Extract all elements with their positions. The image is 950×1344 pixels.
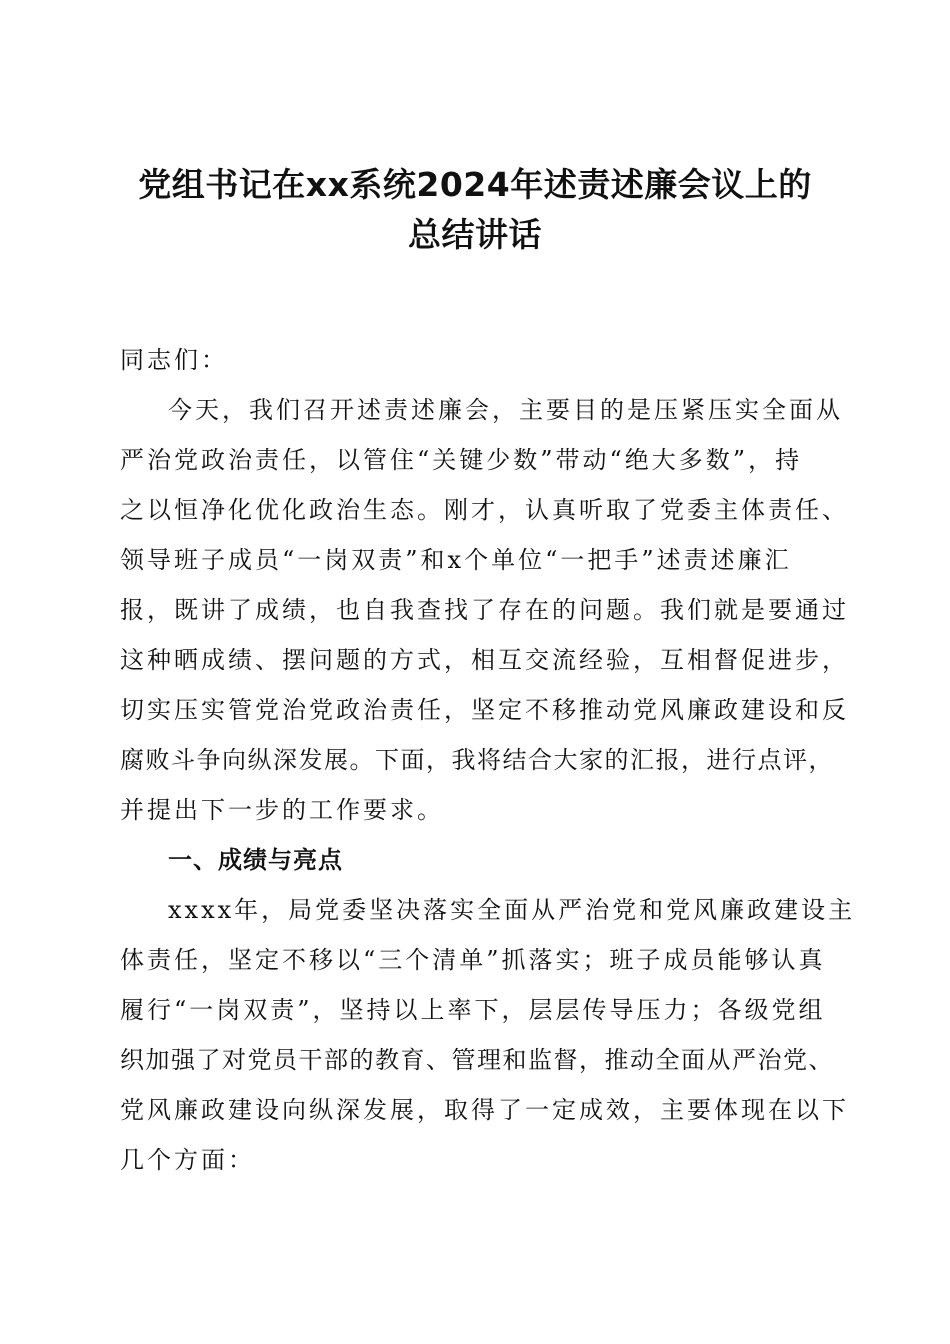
paragraph-2-line: 织加强了对党员干部的教育、管理和监督，推动全面从严治党、 <box>120 1046 834 1074</box>
title-line-2: 总结讲话 <box>408 215 542 254</box>
paragraph-2-line: 党风廉政建设向纵深发展，取得了一定成效，主要体现在以下 <box>120 1096 849 1124</box>
paragraph-1-line: 严治党政治责任，以管住“关键少数”带动“绝大多数”，持 <box>120 446 803 474</box>
salutation: 同志们： <box>120 346 228 374</box>
paragraph-1-line: 之以恒净化优化政治生态。刚才，认真听取了党委主体责任、 <box>120 496 849 524</box>
section-heading: 一、成绩与亮点 <box>168 846 343 874</box>
paragraph-2-line: 几个方面： <box>120 1146 255 1174</box>
paragraph-1-line: 领导班子成员“一岗双责”和x个单位“一把手”述责述廉汇 <box>120 546 792 574</box>
document-title <box>100 160 850 260</box>
paragraph-1-line: 今天，我们召开述责述廉会，主要目的是压紧压实全面从 <box>168 396 843 424</box>
paragraph-2-line: 履行“一岗双责”，坚持以上率下，层层传导压力；各级党组 <box>120 996 826 1024</box>
paragraph-2-line: 体责任，坚定不移以“三个清单”抓落实；班子成员能够认真 <box>120 946 826 974</box>
paragraph-2-line: xxxx年，局党委坚决落实全面从严治党和党风廉政建设主 <box>168 896 856 924</box>
title-line-1: 党组书记在xx系统2024年述责述廉会议上的 <box>138 165 812 204</box>
document-body <box>120 335 856 1185</box>
paragraph-1-line: 并提出下一步的工作要求。 <box>120 796 444 824</box>
paragraph-1-line: 切实压实管党治党政治责任，坚定不移推动党风廉政建设和反 <box>120 696 849 724</box>
paragraph-1-line: 这种晒成绩、摆问题的方式，相互交流经验，互相督促进步， <box>120 646 849 674</box>
paragraph-1-line: 报，既讲了成绩，也自我查找了存在的问题。我们就是要通过 <box>120 596 849 624</box>
paragraph-1-line: 腐败斗争向纵深发展。下面，我将结合大家的汇报，进行点评， <box>120 746 834 774</box>
